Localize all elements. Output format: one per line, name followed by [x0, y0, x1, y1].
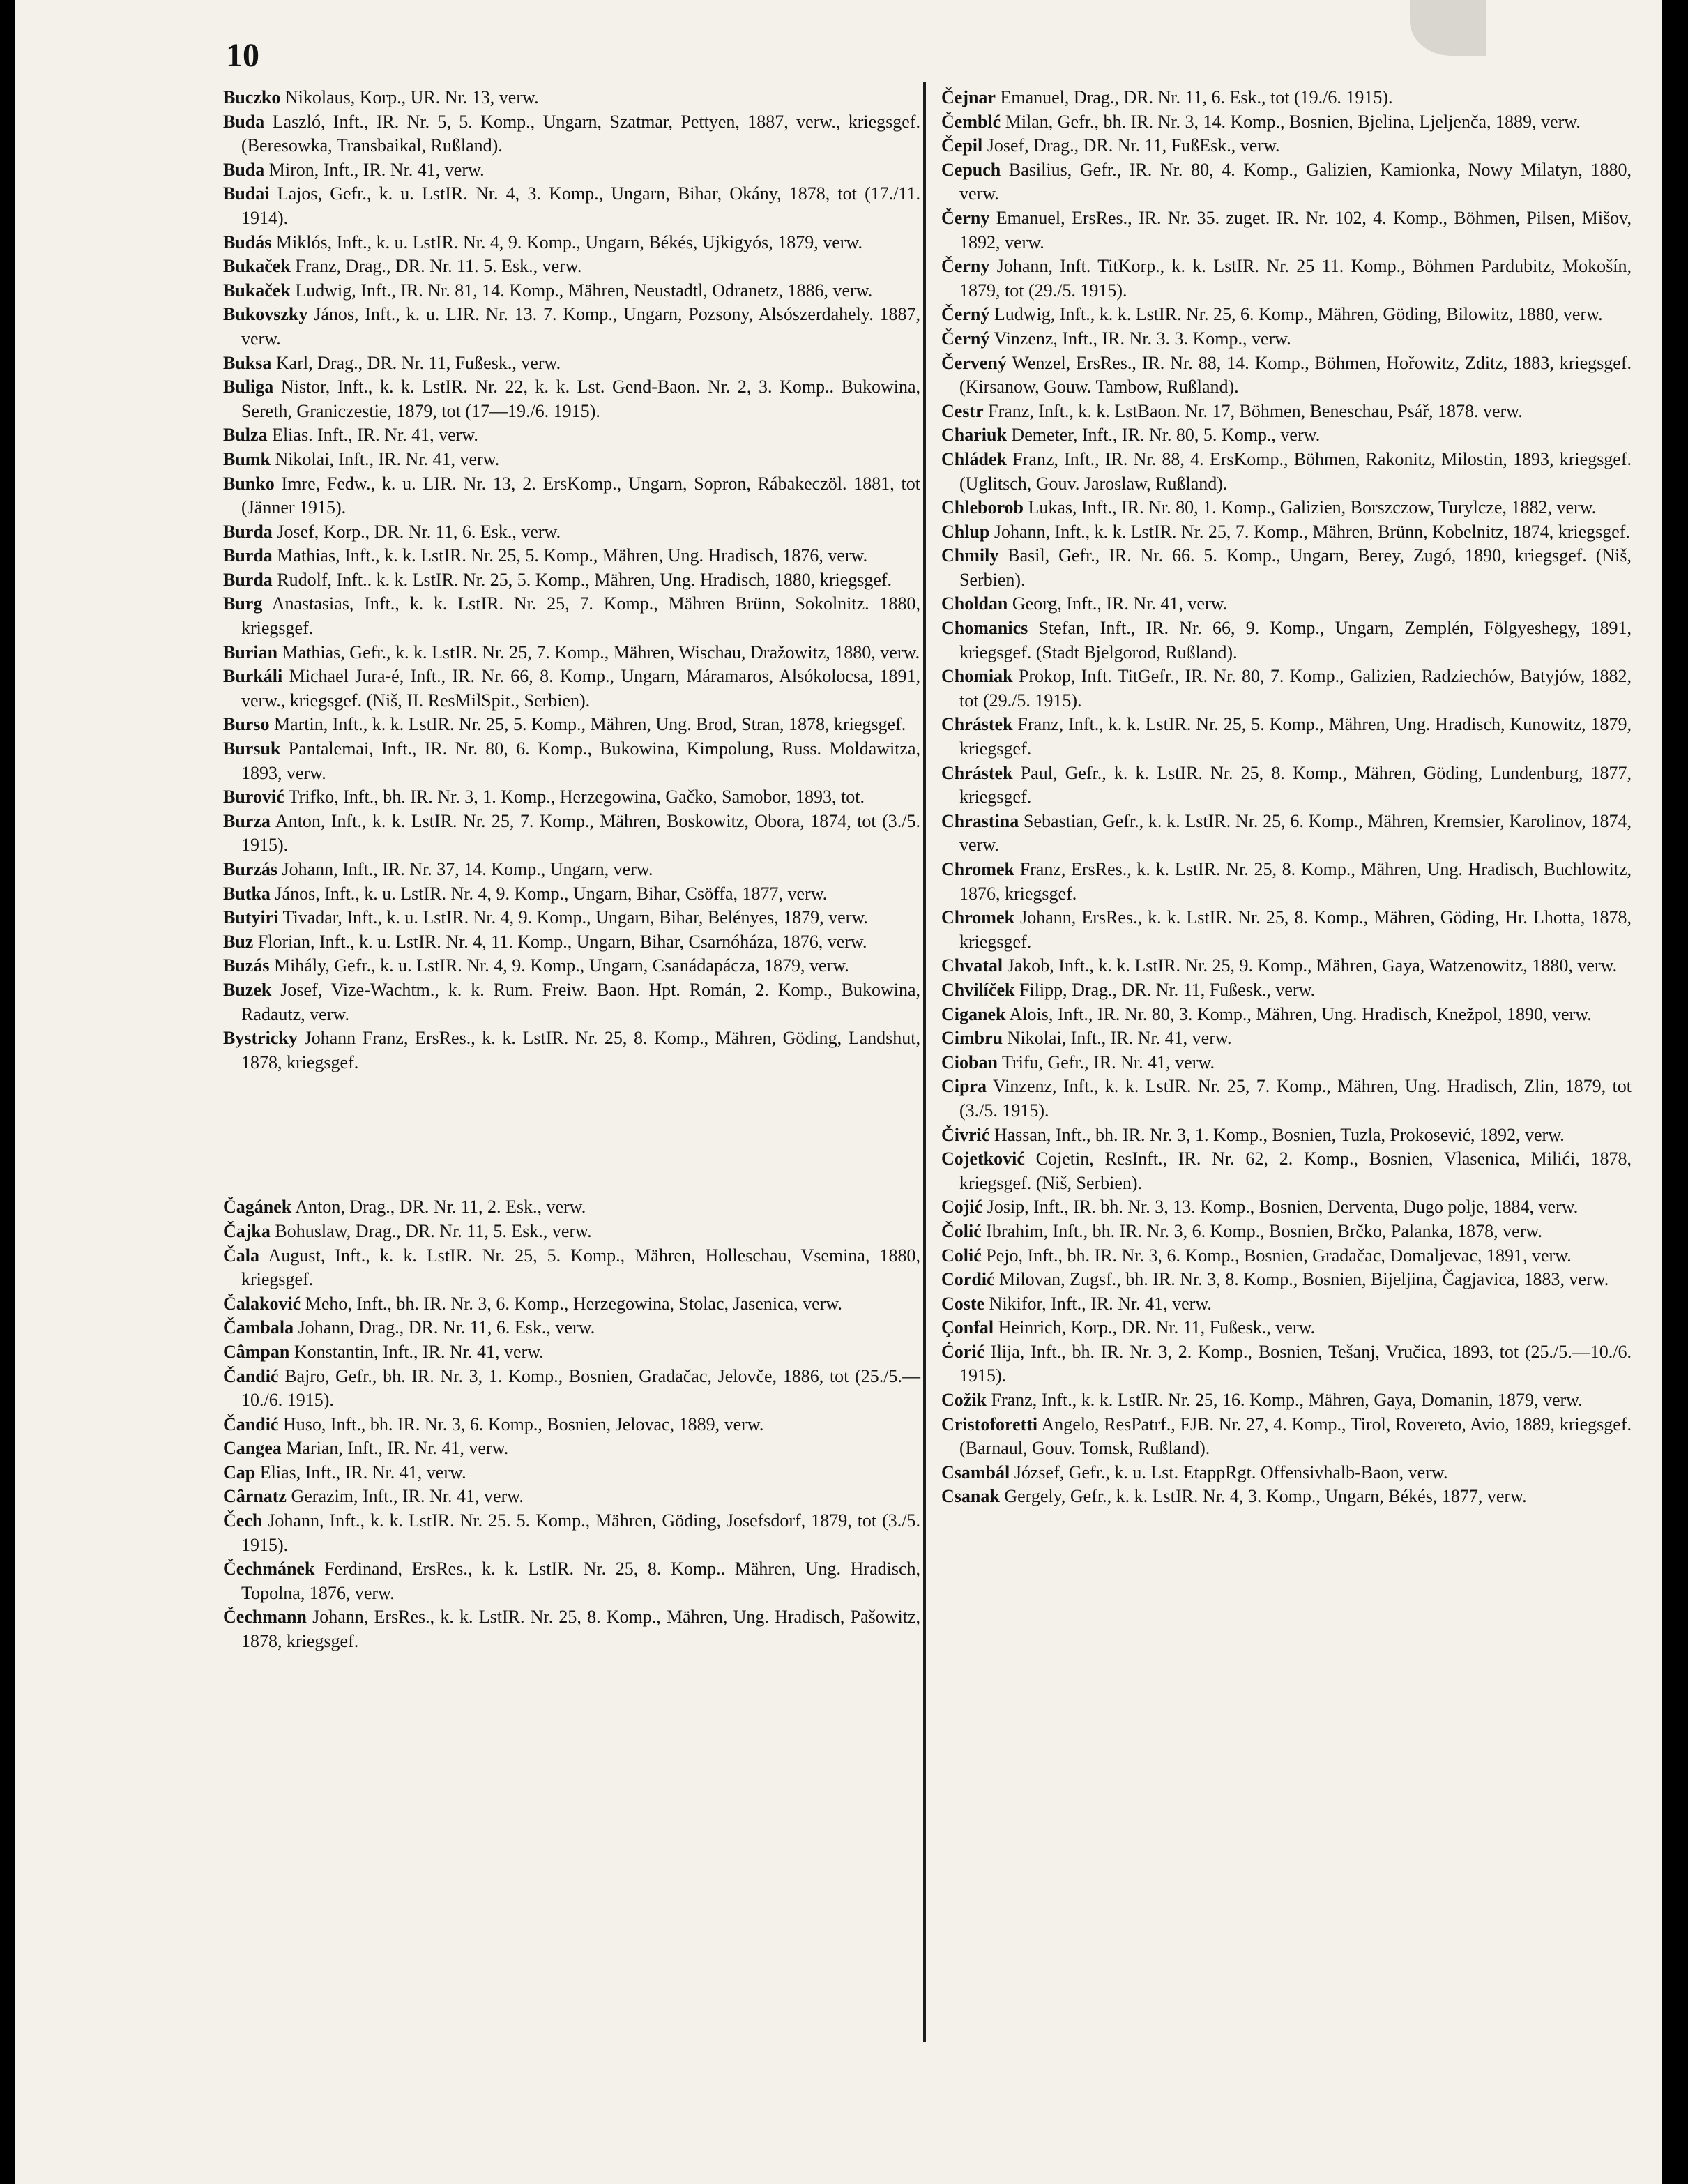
- entry-details: Franz, Inft., k. k. LstIR. Nr. 25, 5. Komp., Mähren, Ung. Hradisch, Kunowitz, 1879, kriegsgef.: [959, 714, 1632, 759]
- register-entry: [941, 1147, 1632, 1195]
- register-entry: [223, 231, 920, 255]
- entry-details: Emanuel, ErsRes., IR. Nr. 35. zuget. IR. Nr. 102, 4. Komp., Böhmen, Pilsen, Mišov, 1892, verw.: [959, 207, 1632, 252]
- entry-surname: Csambál: [941, 1462, 1010, 1482]
- register-entry: [941, 761, 1632, 810]
- entry-details: József, Gefr., k. u. Lst. EtappRgt. Offensivhalb-Baon, verw.: [1014, 1462, 1448, 1482]
- entry-surname: Buliga: [223, 377, 274, 397]
- register-entry: [941, 1123, 1632, 1148]
- entry-surname: Colić: [941, 1245, 982, 1266]
- entry-details: August, Inft., k. k. LstIR. Nr. 25, 5. Komp., Mähren, Holleschau, Vsemina, 1880, kriegsgef.: [241, 1245, 920, 1290]
- register-entry: [941, 810, 1632, 858]
- entry-surname: Cojetković: [941, 1148, 1025, 1169]
- entry-details: Emanuel, Drag., DR. Nr. 11, 6. Esk., tot (19./6. 1915).: [1000, 87, 1393, 107]
- entry-surname: Buzás: [223, 955, 270, 976]
- entry-details: Ludwig, Inft., k. k. LstIR. Nr. 25, 6. Komp., Mähren, Göding, Bilowitz, 1880, verw.: [994, 304, 1603, 325]
- entry-details: Miron, Inft., IR. Nr. 41, verw.: [268, 159, 485, 180]
- register-entry: [223, 1557, 920, 1605]
- entry-surname: Bukovszky: [223, 304, 308, 325]
- entry-surname: Coste: [941, 1293, 985, 1314]
- entry-details: Basilius, Gefr., IR. Nr. 80, 4. Komp., Galizien, Kamionka, Nowy Milatyn, 1880, verw.: [959, 159, 1632, 204]
- entry-details: Prokop, Inft. TitGefr., IR. Nr. 80, 7. Komp., Galizien, Radziechów, Batyjów, 1882, tot (29./5. 1915).: [959, 666, 1632, 711]
- entry-details: Wenzel, ErsRes., IR. Nr. 88, 14. Komp., Böhmen, Hořowitz, Zditz, 1883, kriegsgef. (Kirsanow, Gouw. Tambow, Rußland).: [959, 352, 1632, 397]
- register-entry: [941, 1340, 1632, 1388]
- register-entry: [941, 351, 1632, 400]
- entry-surname: Čivrić: [941, 1124, 990, 1145]
- entry-surname: Chrástek: [941, 714, 1013, 735]
- register-entry: [223, 810, 920, 858]
- entry-surname: Buksa: [223, 352, 272, 373]
- entry-details: Meho, Inft., bh. IR. Nr. 3, 6. Komp., Herzegowina, Stolac, Jasenica, verw.: [305, 1293, 842, 1314]
- entry-details: Florian, Inft., k. u. LstIR. Nr. 4, 11. Komp., Ungarn, Bihar, Csarnóháza, 1876, verw.: [257, 931, 867, 952]
- register-entry: [941, 400, 1632, 424]
- entry-surname: Buda: [223, 159, 265, 180]
- register-entry: [223, 351, 920, 376]
- register-entry: [223, 1509, 920, 1557]
- entry-details: Trifu, Gefr., IR. Nr. 41, verw.: [1001, 1052, 1215, 1072]
- entry-details: Imre, Fedw., k. u. LIR. Nr. 13, 2. ErsKomp., Ungarn, Sopron, Rábakeczöl. 1881, tot (Jänner 1915).: [241, 473, 921, 518]
- register-entry: [941, 327, 1632, 351]
- entry-details: Milovan, Zugsf., bh. IR. Nr. 3, 8. Komp., Bosnien, Bijeljina, Čagjavica, 1883, verw.: [999, 1269, 1609, 1290]
- register-entry: [941, 954, 1632, 978]
- register-entry: [941, 906, 1632, 954]
- entry-surname: Cristoforetti: [941, 1413, 1038, 1434]
- register-entry: [941, 1388, 1632, 1413]
- entry-details: Jakob, Inft., k. k. LstIR. Nr. 25, 9. Komp., Mähren, Gaya, Watzenowitz, 1880, verw.: [1007, 955, 1618, 976]
- register-entry: [941, 110, 1632, 135]
- register-entry: [941, 1316, 1632, 1340]
- entry-surname: Červený: [941, 352, 1007, 373]
- entry-surname: Bukaček: [223, 256, 291, 277]
- entry-surname: Burda: [223, 569, 273, 590]
- entry-details: Nikolaus, Korp., UR. Nr. 13, verw.: [284, 87, 539, 107]
- register-entry: [941, 1461, 1632, 1485]
- register-entry: [223, 1436, 920, 1461]
- entry-details: Ilija, Inft., bh. IR. Nr. 3, 2. Komp., Bosnien, Tešanj, Vručica, 1893, tot (25./5.—10./6. 1915).: [959, 1341, 1632, 1386]
- left-column-entries-b: [223, 86, 920, 1075]
- register-entry: [223, 86, 920, 110]
- entry-details: Johann, Drag., DR. Nr. 11, 6. Esk., verw.: [298, 1317, 595, 1338]
- entry-surname: Burda: [223, 545, 273, 566]
- entry-surname: Bunko: [223, 473, 275, 494]
- register-entry: [223, 1292, 920, 1317]
- register-entry: [941, 158, 1632, 206]
- entry-details: Johann, ErsRes., k. k. LstIR. Nr. 25, 8. Komp., Mähren, Ung. Hradisch, Pašowitz, 1878, kriegsgef.: [241, 1607, 921, 1652]
- entry-details: Josip, Inft., IR. bh. Nr. 3, 13. Komp., Bosnien, Derventa, Dugo polje, 1884, verw.: [987, 1197, 1579, 1218]
- register-entry: [223, 520, 920, 545]
- register-entry: [941, 665, 1632, 713]
- entry-surname: Burkáli: [223, 666, 283, 687]
- entry-details: Mihály, Gefr., k. u. LstIR. Nr. 4, 9. Komp., Ungarn, Csanádapácza, 1879, verw.: [273, 955, 849, 976]
- entry-surname: Butyiri: [223, 907, 279, 928]
- entry-details: Trifko, Inft., bh. IR. Nr. 3, 1. Komp., Herzegowina, Gačko, Samobor, 1893, tot.: [288, 787, 865, 807]
- register-entry: [223, 544, 920, 568]
- entry-surname: Chrastina: [941, 810, 1019, 831]
- entry-surname: Čandić: [223, 1413, 279, 1434]
- entry-surname: Buda: [223, 111, 265, 132]
- register-entry: [941, 1075, 1632, 1123]
- entry-surname: Chvatal: [941, 955, 1003, 976]
- register-entry: [941, 1051, 1632, 1075]
- left-column-entries-c: [223, 1195, 920, 1653]
- entry-details: Josef, Drag., DR. Nr. 11, FußEsk., verw.: [987, 135, 1280, 156]
- entry-surname: Chromek: [941, 859, 1014, 879]
- entry-details: Cojetin, ResInft., IR. Nr. 62, 2. Komp., Bosnien, Vlasenica, Milići, 1878, kriegsgef. (Niš, Serbien).: [959, 1148, 1632, 1193]
- entry-surname: Choldan: [941, 593, 1008, 614]
- entry-surname: Burda: [223, 521, 273, 542]
- entry-details: Pejo, Inft., bh. IR. Nr. 3, 6. Komp., Bosnien, Gradačac, Domaljevac, 1891, verw.: [986, 1245, 1572, 1266]
- register-entry: [941, 520, 1632, 545]
- register-entry: [223, 641, 920, 665]
- entry-details: Johann, Inft., IR. Nr. 37, 14. Komp., Ungarn, verw.: [282, 859, 653, 879]
- register-entry: [941, 858, 1632, 906]
- register-entry: [223, 1605, 920, 1653]
- entry-surname: Černý: [941, 304, 990, 325]
- register-entry: [223, 1316, 920, 1340]
- register-entry: [223, 279, 920, 303]
- entry-surname: Chrástek: [941, 762, 1013, 783]
- entry-surname: Çonfal: [941, 1317, 994, 1338]
- entry-details: Josef, Vize-Wachtm., k. k. Rum. Freiw. Baon. Hpt. Román, 2. Komp., Bukowina, Radautz, verw.: [241, 979, 921, 1024]
- register-entry: [223, 592, 920, 640]
- register-entry: [941, 303, 1632, 327]
- register-entry: [223, 303, 920, 351]
- register-entry: [941, 206, 1632, 255]
- entry-surname: Bulza: [223, 425, 268, 446]
- register-entry: [223, 1244, 920, 1292]
- entry-surname: Chariuk: [941, 425, 1007, 446]
- register-entry: [941, 134, 1632, 158]
- entry-surname: Čepil: [941, 135, 983, 156]
- entry-surname: Černy: [941, 256, 990, 277]
- entry-surname: Burian: [223, 642, 278, 662]
- entry-details: Angelo, ResPatrf., FJB. Nr. 27, 4. Komp., Tirol, Rovereto, Avio, 1889, kriegsgef. (Barnaul, Gouv. Tomsk, Rußland).: [959, 1413, 1632, 1459]
- entry-surname: Chomiak: [941, 666, 1013, 687]
- entry-surname: Burso: [223, 714, 270, 735]
- entry-details: Anton, Inft., k. k. LstIR. Nr. 25, 7. Komp., Mähren, Boskowitz, Obora, 1874, tot (3./5. 1915).: [241, 810, 920, 856]
- register-entry: [223, 665, 920, 713]
- register-entry: [223, 423, 920, 448]
- entry-surname: Chládek: [941, 448, 1007, 469]
- page-number: 10: [226, 37, 259, 74]
- entry-surname: Cožik: [941, 1390, 987, 1411]
- left-column: [223, 86, 920, 1654]
- register-entry: [223, 1365, 920, 1413]
- entry-details: Johann, ErsRes., k. k. LstIR. Nr. 25, 8. Komp., Mähren, Göding, Hr. Lhotta, 1878, kriegsgef.: [959, 907, 1632, 952]
- entry-details: Vinzenz, Inft., k. k. LstIR. Nr. 25, 7. Komp., Mähren, Ung. Hradisch, Zlin, 1879, tot (3./5. 1915).: [959, 1076, 1632, 1121]
- register-entry: [941, 496, 1632, 520]
- entry-details: Demeter, Inft., IR. Nr. 80, 5. Komp., verw.: [1011, 425, 1321, 446]
- entry-details: Bohuslaw, Drag., DR. Nr. 11, 5. Esk., verw.: [275, 1220, 592, 1241]
- entry-surname: Cordić: [941, 1269, 995, 1290]
- entry-details: Filipp, Drag., DR. Nr. 11, Fußesk., verw.: [1019, 979, 1316, 1000]
- entry-details: Hassan, Inft., bh. IR. Nr. 3, 1. Komp., Bosnien, Tuzla, Prokosević, 1892, verw.: [994, 1124, 1565, 1145]
- entry-surname: Chmily: [941, 545, 999, 566]
- entry-surname: Buczko: [223, 87, 281, 107]
- entry-details: Martin, Inft., k. k. LstIR. Nr. 25, 5. Komp., Mähren, Ung. Brod, Stran, 1878, kriegsgef.: [273, 714, 906, 735]
- entry-details: Stefan, Inft., IR. Nr. 66, 9. Komp., Ungarn, Zemplén, Fölgyeshegy, 1891, kriegsgef. (Stadt Bjelgorod, Rußland).: [959, 618, 1632, 662]
- entry-details: Elias. Inft., IR. Nr. 41, verw.: [272, 425, 478, 446]
- entry-surname: Cipra: [941, 1076, 987, 1097]
- entry-details: János, Inft., k. u. LstIR. Nr. 4, 9. Komp., Ungarn, Bihar, Csöffa, 1877, verw.: [275, 883, 828, 904]
- register-entry: [223, 858, 920, 882]
- entry-details: Ferdinand, ErsRes., k. k. LstIR. Nr. 25, 8. Komp.. Mähren, Ung. Hradisch, Topolna, 1876, verw.: [241, 1559, 921, 1603]
- entry-details: Mathias, Inft., k. k. LstIR. Nr. 25, 5. Komp., Mähren, Ung. Hradisch, 1876, verw.: [277, 545, 868, 566]
- entry-details: Johann, Inft. TitKorp., k. k. LstIR. Nr. 25 11. Komp., Böhmen Pardubitz, Mokošín, 1879, tot (29./5. 1915).: [959, 256, 1632, 301]
- entry-details: Franz, Inft., IR. Nr. 88, 4. ErsKomp., Böhmen, Rakonitz, Milostin, 1893, kriegsgef. (Uglitsch, Gouv. Jaroslaw, Rußland).: [959, 448, 1632, 494]
- entry-details: Johann Franz, ErsRes., k. k. LstIR. Nr. 25, 8. Komp., Mähren, Göding, Landshut, 1878, kriegsgef.: [241, 1028, 921, 1072]
- register-entry: [223, 785, 920, 810]
- document-page: [15, 0, 1662, 2184]
- entry-details: Anastasias, Inft., k. k. LstIR. Nr. 25, 7. Komp., Mähren Brünn, Sokolnitz. 1880, kriegsgef.: [241, 593, 920, 639]
- register-entry: [941, 448, 1632, 496]
- entry-surname: Cimbru: [941, 1028, 1003, 1049]
- register-entry: [223, 158, 920, 183]
- entry-surname: Čalaković: [223, 1293, 301, 1314]
- entry-details: Johann, Inft., k. k. LstIR. Nr. 25. 5. Komp., Mähren, Göding, Josefsdorf, 1879, tot (3./5. 1915).: [241, 1510, 920, 1555]
- entry-details: Alois, Inft., IR. Nr. 80, 3. Komp., Mähren, Ung. Hradisch, Knežpol, 1890, verw.: [1009, 1003, 1592, 1024]
- entry-surname: Čejnar: [941, 87, 996, 107]
- register-entry: [941, 1268, 1632, 1292]
- entry-details: Marian, Inft., IR. Nr. 41, verw.: [286, 1438, 509, 1459]
- entry-details: János, Inft., k. u. LIR. Nr. 13. 7. Komp., Ungarn, Pozsony, Alsószerdahely. 1887, verw.: [241, 304, 920, 349]
- entry-surname: Chomanics: [941, 618, 1028, 639]
- entry-surname: Čechmánek: [223, 1559, 315, 1579]
- entry-details: Heinrich, Korp., DR. Nr. 11, Fußesk., verw.: [998, 1317, 1316, 1338]
- entry-details: Lajos, Gefr., k. u. LstIR. Nr. 4, 3. Komp., Ungarn, Bihar, Okány, 1878, tot (17./11. 1914).: [241, 183, 921, 228]
- entry-surname: Ćorić: [941, 1341, 985, 1362]
- register-entry: [941, 255, 1632, 303]
- entry-surname: Bystricky: [223, 1028, 298, 1049]
- entry-surname: Butka: [223, 883, 271, 904]
- entry-surname: Čemblć: [941, 111, 1001, 132]
- entry-surname: Chvilíček: [941, 979, 1015, 1000]
- entry-details: Konstantin, Inft., IR. Nr. 41, verw.: [294, 1341, 544, 1362]
- register-entry: [941, 423, 1632, 448]
- entry-surname: Buzek: [223, 979, 272, 1000]
- entry-surname: Cap: [223, 1462, 256, 1482]
- entry-surname: Černý: [941, 328, 990, 349]
- entry-surname: Cioban: [941, 1052, 998, 1072]
- entry-details: Anton, Drag., DR. Nr. 11, 2. Esk., verw.: [295, 1197, 586, 1218]
- entry-details: Laszló, Inft., IR. Nr. 5, 5. Komp., Ungarn, Szatmar, Pettyen, 1887, verw., kriegsgef. (Beresowka, Transbaikal, Rußland).: [241, 111, 920, 156]
- entry-surname: Černy: [941, 207, 990, 228]
- register-entry: [941, 1026, 1632, 1051]
- entry-details: Georg, Inft., IR. Nr. 41, verw.: [1012, 593, 1228, 614]
- entry-details: Milan, Gefr., bh. IR. Nr. 3, 14. Komp., Bosnien, Bjelina, Ljeljenča, 1889, verw.: [1005, 111, 1581, 132]
- entry-surname: Chromek: [941, 907, 1014, 928]
- register-entry: [941, 978, 1632, 1003]
- entry-surname: Burović: [223, 787, 284, 807]
- register-entry: [223, 568, 920, 593]
- entry-details: Gergely, Gefr., k. k. LstIR. Nr. 4, 3. Komp., Ungarn, Békés, 1877, verw.: [1004, 1486, 1527, 1507]
- entry-surname: Cangea: [223, 1438, 282, 1459]
- right-column: [941, 86, 1632, 1509]
- entry-surname: Čech: [223, 1510, 263, 1531]
- entry-details: Nikolai, Inft., IR. Nr. 41, verw.: [275, 448, 500, 469]
- register-entry: [223, 375, 920, 423]
- entry-surname: Burg: [223, 593, 263, 614]
- entry-details: Miklós, Inft., k. u. LstIR. Nr. 4, 9. Komp., Ungarn, Békés, Ujkigyós, 1879, verw.: [275, 232, 862, 252]
- section-gap: [223, 1075, 920, 1195]
- entry-surname: Cepuch: [941, 159, 1001, 180]
- register-entry: [223, 255, 920, 279]
- entry-surname: Čagánek: [223, 1197, 292, 1218]
- register-entry: [941, 1485, 1632, 1509]
- register-entry: [223, 1413, 920, 1437]
- register-entry: [223, 1195, 920, 1220]
- entry-surname: Bumk: [223, 448, 271, 469]
- entry-details: Franz, Drag., DR. Nr. 11. 5. Esk., verw.: [295, 256, 582, 277]
- entry-surname: Chlup: [941, 521, 990, 542]
- register-entry: [223, 954, 920, 978]
- register-entry: [223, 472, 920, 520]
- register-entry: [223, 110, 920, 158]
- register-entry: [223, 1340, 920, 1365]
- entry-surname: Burzás: [223, 859, 277, 879]
- entry-surname: Cestr: [941, 400, 984, 421]
- register-entry: [223, 1026, 920, 1075]
- entry-surname: Buz: [223, 931, 254, 952]
- entry-surname: Cojić: [941, 1197, 983, 1218]
- register-entry: [223, 737, 920, 785]
- register-entry: [941, 713, 1632, 761]
- column-divider: [923, 82, 926, 2042]
- entry-surname: Čambala: [223, 1317, 294, 1338]
- page-corner-stain: [1410, 0, 1486, 56]
- entry-details: Basil, Gefr., IR. Nr. 66. 5. Komp., Ungarn, Berey, Zugó, 1890, kriegsgef. (Niš, Serbien).: [959, 545, 1632, 590]
- entry-details: Lukas, Inft., IR. Nr. 80, 1. Komp., Galizien, Borszczow, Turylcze, 1882, verw.: [1028, 497, 1597, 518]
- register-entry: [941, 592, 1632, 616]
- entry-details: Josef, Korp., DR. Nr. 11, 6. Esk., verw.: [277, 521, 561, 542]
- entry-details: Nistor, Inft., k. k. LstIR. Nr. 22, k. k. Lst. Gend-Baon. Nr. 2, 3. Komp.. Bukowina, Sereth, Graniczestie, 1879, tot (17—19./6. 1915).: [241, 377, 921, 421]
- entry-details: Michael Jura-é, Inft., IR. Nr. 66, 8. Komp., Ungarn, Máramaros, Alsókolocsa, 1891, verw., kriegsgef. (Niš, II. ResMilSpit., Serbien).: [241, 666, 921, 711]
- register-entry: [941, 1292, 1632, 1317]
- register-entry: [941, 1220, 1632, 1244]
- entry-details: Gerazim, Inft., IR. Nr. 41, verw.: [291, 1486, 524, 1507]
- register-entry: [941, 544, 1632, 592]
- register-entry: [223, 448, 920, 472]
- right-column-entries: [941, 86, 1632, 1509]
- entry-details: Vinzenz, Inft., IR. Nr. 3. 3. Komp., verw.: [994, 328, 1291, 349]
- entry-surname: Čala: [223, 1245, 259, 1266]
- entry-details: Bajro, Gefr., bh. IR. Nr. 3, 1. Komp., Bosnien, Gradačac, Jelovče, 1886, tot (25./5.—10./6. 1915).: [241, 1365, 920, 1411]
- entry-surname: Csanak: [941, 1486, 1000, 1507]
- register-entry: [223, 906, 920, 930]
- entry-details: Mathias, Gefr., k. k. LstIR. Nr. 25, 7. Komp., Mähren, Wischau, Dražowitz, 1880, verw.: [282, 642, 920, 662]
- register-entry: [223, 1220, 920, 1244]
- register-entry: [223, 713, 920, 737]
- entry-surname: Bukaček: [223, 280, 291, 301]
- entry-details: Rudolf, Inft.. k. k. LstIR. Nr. 25, 5. Komp., Mähren, Ung. Hradisch, 1880, kriegsgef.: [277, 569, 892, 590]
- entry-surname: Câmpan: [223, 1341, 290, 1362]
- entry-details: Nikifor, Inft., IR. Nr. 41, verw.: [989, 1293, 1212, 1314]
- entry-details: Pantalemai, Inft., IR. Nr. 80, 6. Komp., Bukowina, Kimpolung, Russ. Moldawitza, 1893, verw.: [241, 738, 921, 783]
- entry-details: Franz, Inft., k. k. LstIR. Nr. 25, 16. Komp., Mähren, Gaya, Domanin, 1879, verw.: [991, 1390, 1583, 1411]
- entry-surname: Čolić: [941, 1220, 982, 1241]
- entry-surname: Cârnatz: [223, 1486, 287, 1507]
- register-entry: [223, 1461, 920, 1485]
- entry-surname: Ciganek: [941, 1003, 1006, 1024]
- register-entry: [941, 1413, 1632, 1461]
- entry-details: Ludwig, Inft., IR. Nr. 81, 14. Komp., Mähren, Neustadtl, Odranetz, 1886, verw.: [295, 280, 873, 301]
- entry-surname: Budás: [223, 232, 272, 252]
- entry-surname: Chleborob: [941, 497, 1024, 518]
- register-entry: [941, 1195, 1632, 1220]
- register-entry: [223, 930, 920, 955]
- entry-details: Johann, Inft., k. k. LstIR. Nr. 25, 7. Komp., Mähren, Brünn, Kobelnitz, 1874, kriegsgef.: [994, 521, 1630, 542]
- entry-details: Franz, Inft., k. k. LstBaon. Nr. 17, Böhmen, Beneschau, Psář, 1878. verw.: [988, 400, 1523, 421]
- entry-surname: Burza: [223, 810, 271, 831]
- register-entry: [223, 182, 920, 230]
- entry-details: Huso, Inft., bh. IR. Nr. 3, 6. Komp., Bosnien, Jelovac, 1889, verw.: [282, 1413, 764, 1434]
- register-entry: [941, 616, 1632, 665]
- entry-surname: Čechmann: [223, 1607, 307, 1628]
- register-entry: [223, 882, 920, 907]
- entry-details: Ibrahim, Inft., bh. IR. Nr. 3, 6. Komp., Bosnien, Brčko, Palanka, 1878, verw.: [986, 1220, 1542, 1241]
- entry-details: Paul, Gefr., k. k. LstIR. Nr. 25, 8. Komp., Mähren, Göding, Lundenburg, 1877, kriegsgef.: [959, 762, 1632, 807]
- entry-details: Tivadar, Inft., k. u. LstIR. Nr. 4, 9. Komp., Ungarn, Bihar, Belényes, 1879, verw.: [282, 907, 868, 928]
- entry-details: Sebastian, Gefr., k. k. LstIR. Nr. 25, 6. Komp., Mähren, Kremsier, Karolinov, 1874, verw.: [959, 810, 1632, 856]
- register-entry: [223, 1485, 920, 1509]
- entry-surname: Čandić: [223, 1365, 279, 1386]
- entry-details: Franz, ErsRes., k. k. LstIR. Nr. 25, 8. Komp., Mähren, Ung. Hradisch, Buchlowitz, 1876, kriegsgef.: [959, 859, 1632, 904]
- register-entry: [941, 1003, 1632, 1027]
- entry-surname: Bursuk: [223, 738, 281, 759]
- entry-details: Elias, Inft., IR. Nr. 41, verw.: [259, 1462, 466, 1482]
- entry-surname: Budai: [223, 183, 270, 204]
- register-entry: [941, 86, 1632, 110]
- register-entry: [941, 1244, 1632, 1268]
- entry-surname: Čajka: [223, 1220, 271, 1241]
- entry-details: Nikolai, Inft., IR. Nr. 41, verw.: [1007, 1028, 1232, 1049]
- register-entry: [223, 978, 920, 1026]
- entry-details: Karl, Drag., DR. Nr. 11, Fußesk., verw.: [275, 352, 561, 373]
